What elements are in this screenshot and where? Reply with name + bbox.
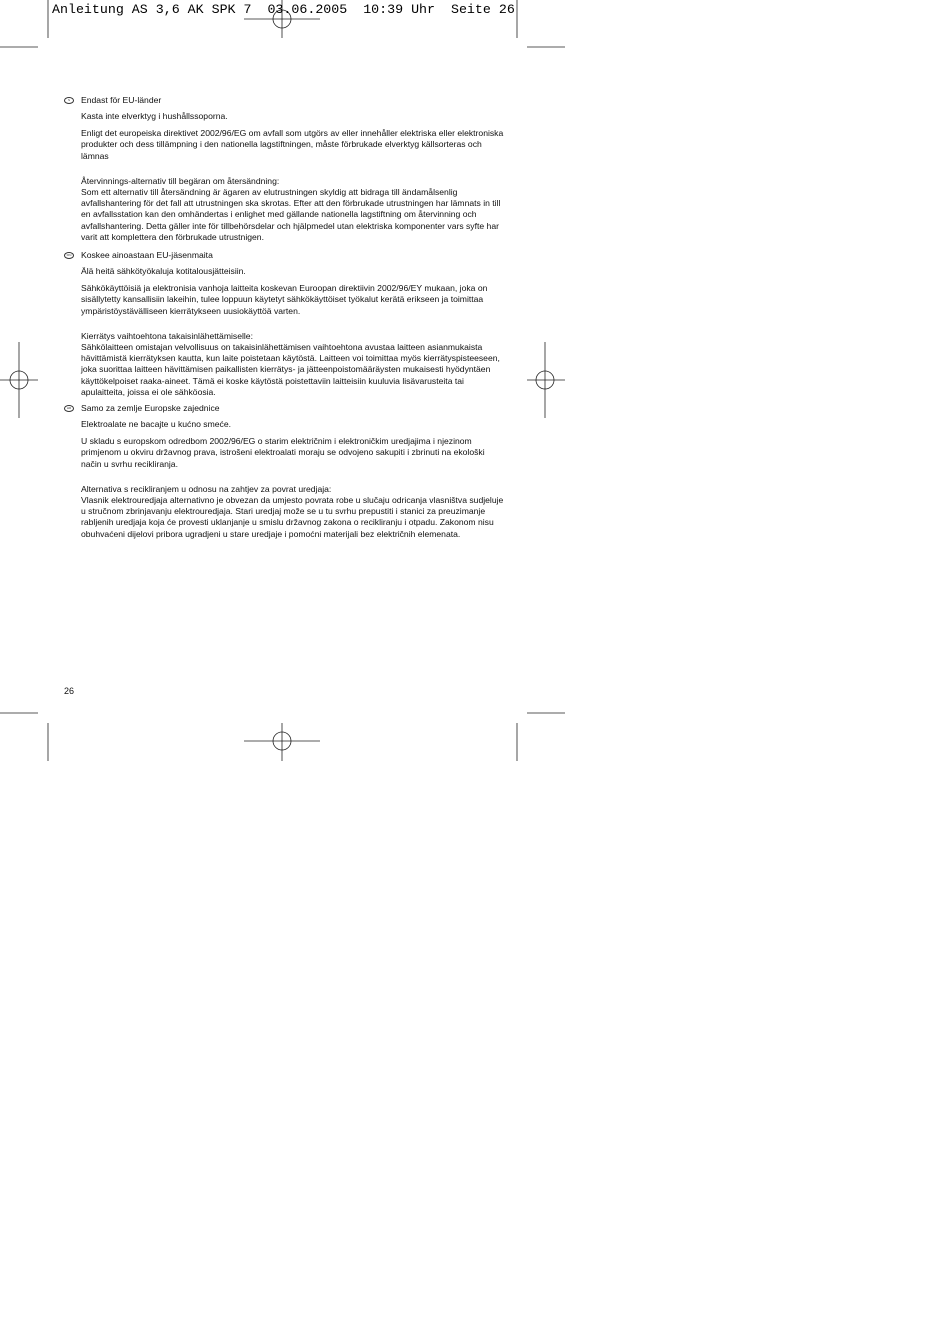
subheading: Kierrätys vaihtoehtona takaisinlähettämiselle: <box>81 330 253 341</box>
lead-text: Älä heitä sähkötyökaluja kotitalousjätteisiin. <box>81 266 246 276</box>
subheading: Alternativa s recikliranjem u odnosu na zahtjev za povrat uredjaja: <box>81 483 332 494</box>
section-swedish <box>64 95 504 249</box>
paragraph: Enligt det europeiska direktivet 2002/96/EG om avfall som utgörs av eller innehåller elektriska eller elektroniska produkter och dess tillämpning i den nationella lagstiftningen, måste förbrukade elverktyg källsorteras och lämnas <box>81 128 504 161</box>
section-title: Samo za zemlje Europske zajednice <box>81 403 220 413</box>
subheading: Återvinnings-alternativ till begäran om återsändning: <box>81 175 280 186</box>
detail-paragraph: Vlasnik elektrouredjaja alternativno je obvezan da umjesto povrata robe u slučaju odricanja vlasništva sudjeluje u stručnom zbrinjavanju elektrouredjaja. Stari uredjaj može se u tu svrhu prepustiti i stanici za preuzimanje rabljenih uredjaja koja će provesti uklanjanje u smislu državnog zakona o recikliranju i otpadu. Zakonom nisu obuhvaćeni dijelovi pribora ugradjeni u stare uredjaje i pomoćni materijali bez električnih elemenata. <box>81 495 504 539</box>
section-title: Koskee ainoastaan EU-jäsenmaita <box>81 250 213 260</box>
language-badge-icon: FIN <box>64 252 74 259</box>
language-badge-icon: HR <box>64 405 74 412</box>
page-number: 26 <box>64 686 75 696</box>
paragraph: Sähkökäyttöisiä ja elektronisia vanhoja laitteita koskevan Euroopan direktiivin 2002/96/EY mukaan, joka on sisällytetty kansallisiin lakeihin, tulee loppuun käytetyt sähkökäyttöiset työkalut kerätä erikseen ja toimittaa ympäristöystävälliseen kierrätykseen uusiokäyttöä varten. <box>81 283 488 316</box>
lead-text: Elektroalate ne bacajte u kućno smeće. <box>81 419 232 429</box>
lead-text: Kasta inte elverktyg i hushållssoporna. <box>81 111 228 121</box>
section-finnish <box>64 250 504 404</box>
section-title: Endast för EU-länder <box>81 95 162 105</box>
paragraph: U skladu s europskom odredbom 2002/96/EG o starim električnim i elektroničkim uredjajima i njezinom primjenom u okviru državnog prava, istrošeni elektroalati moraju se odvojeno sakupiti i zbrinuti na ekološki način u svrhu recikliranja. <box>81 436 485 469</box>
language-badge-icon: S <box>64 97 74 104</box>
detail-paragraph: Sähkölaitteen omistajan velvollisuus on takaisinlähettämisen vaihtoehtona avustaa laitteen asianmukaista hävittämistä kierrätyksen kautta, kun laite poistetaan käytöstä. Laitteen voi toimittaa myös kierrätyspisteeseen, joka suorittaa laitteen hävittämisen paikallisten kierrätys- ja jätteenpoistomääräysten mukaisesti hyödyntäen käyttökelpoiset raaka-aineet. Tämä ei koske käytöstä poistettaviin laitteisiin kuuluvia lisävarusteita tai apulaitteita, joissa ei ole sähköosia. <box>81 342 500 397</box>
print-slug-header: Anleitung AS 3,6 AK SPK 7 03.06.2005 10:39 Uhr Seite 26 <box>52 2 515 17</box>
section-croatian <box>64 403 504 546</box>
detail-paragraph: Som ett alternativ till återsändning är ägaren av elutrustningen skyldig att bidraga till ändamålsenlig avfallshantering för det fall att utrustningen ska skrotas. Efter att den förbrukade utrustningen har lämnats in till en avfallsstation kan den omhändertas i enlighet med gällande nationella lagstiftning om återvinning och avfallshantering. Detta gäller inte för tillbehörsdelar och hjälpmedel utan elektriska komponenter vars syfte har varit att komplettera den förbrukade utrustnigen. <box>81 187 501 242</box>
